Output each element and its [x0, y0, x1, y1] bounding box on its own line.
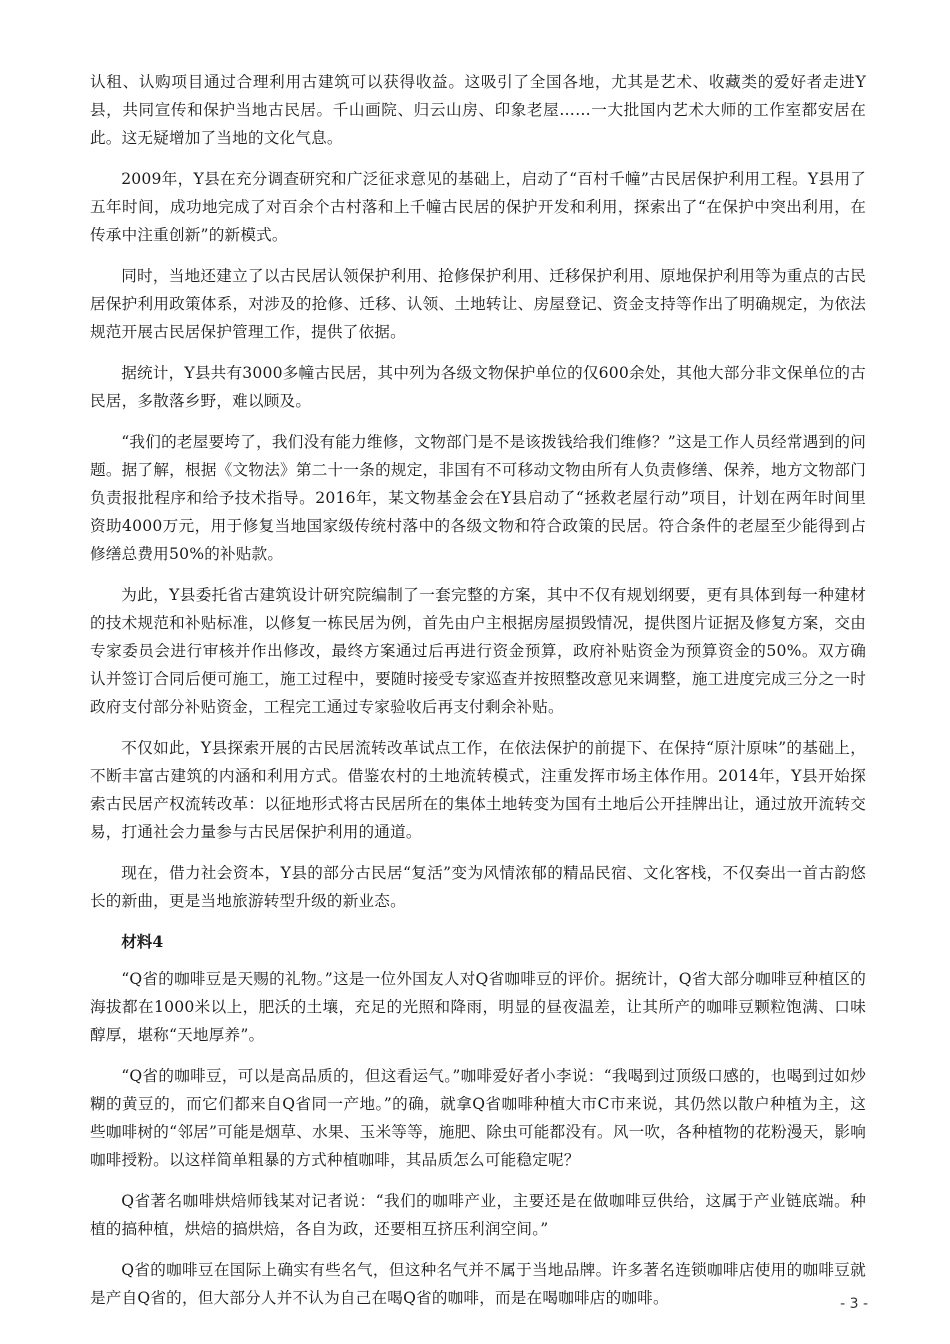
paragraph: Q省的咖啡豆在国际上确实有些名气，但这种名气并不属于当地品牌。许多著名连锁咖啡店使用的咖啡豆就是产自Q省的，但大部分人并不认为自己在喝Q省的咖啡，而是在喝咖啡店的咖啡。 [90, 1261, 866, 1307]
paragraph: 2009年，Y县在充分调查研究和广泛征求意见的基础上，启动了“百村千幢”古民居保护利用工程。Y县用了五年时间，成功地完成了对百余个古村落和上千幢古民居的保护开发和利用，探索出了“在保护中突出利用，在传承中注重创新”的新模式。 [90, 170, 866, 244]
document-page [90, 68, 866, 1325]
paragraph-continuation: 认租、认购项目通过合理利用古建筑可以获得收益。这吸引了全国各地，尤其是艺术、收藏类的爱好者走进Y县，共同宣传和保护当地古民居。千山画院、归云山房、印象老屋……一大批国内艺术大师的工作室都安居在此。这无疑增加了当地的文化气息。 [90, 73, 866, 147]
paragraph: “Q省的咖啡豆，可以是高品质的，但这看运气。”咖啡爱好者小李说：“我喝到过顶级口感的，也喝到过如炒糊的黄豆的，而它们都来自Q省同一产地。”的确，就拿Q省咖啡种植大市C市来说，其仍然以散户种植为主，这些咖啡树的“邻居”可能是烟草、水果、玉米等等，施肥、除虫可能都没有。风一吹，各种植物的花粉漫天，影响咖啡授粉。以这样简单粗暴的方式种植咖啡，其品质怎么可能稳定呢？ [90, 1067, 866, 1169]
paragraph: “我们的老屋要垮了，我们没有能力维修，文物部门是不是该拨钱给我们维修？”这是工作人员经常遇到的问题。据了解，根据《文物法》第二十一条的规定，非国有不可移动文物由所有人负责修缮、保养，地方文物部门负责报批程序和给予技术指导。2016年，某文物基金会在Y县启动了“拯救老屋行动”项目，计划在两年时间里资助4000万元，用于修复当地国家级传统村落中的各级文物和符合政策的民居。符合条件的老屋至少能得到占修缮总费用50%的补贴款。 [90, 433, 866, 563]
paragraph: 据统计，Y县共有3000多幢古民居，其中列为各级文物保护单位的仅600余处，其他大部分非文保单位的古民居，多散落乡野，难以顾及。 [90, 364, 866, 410]
paragraph: 同时，当地还建立了以古民居认领保护利用、抢修保护利用、迁移保护利用、原地保护利用等为重点的古民居保护利用政策体系，对涉及的抢修、迁移、认领、土地转让、房屋登记、资金支持等作出了明确规定，为依法规范开展古民居保护管理工作，提供了依据。 [90, 267, 866, 341]
section-title: 材料4 [121, 932, 164, 951]
paragraph: 不仅如此，Y县探索开展的古民居流转改革试点工作，在依法保护的前提下、在保持“原汁原味”的基础上，不断丰富古建筑的内涵和利用方式。借鉴农村的土地流转模式，注重发挥市场主体作用。2014年，Y县开始探索古民居产权流转改革：以征地形式将古民居所在的集体土地转变为国有土地后公开挂牌出让，通过放开流转交易，打通社会力量参与古民居保护利用的通道。 [90, 739, 866, 841]
paragraph: 现在，借力社会资本，Y县的部分古民居“复活”变为风情浓郁的精品民宿、文化客栈，不仅奏出一首古韵悠长的新曲，更是当地旅游转型升级的新业态。 [90, 864, 866, 910]
paragraph: “Q省的咖啡豆是天赐的礼物。”这是一位外国友人对Q省咖啡豆的评价。据统计，Q省大部分咖啡豆种植区的海拔都在1000米以上，肥沃的土壤，充足的光照和降雨，明显的昼夜温差，让其所产的咖啡豆颗粒饱满、口味醇厚，堪称“天地厚养”。 [90, 970, 866, 1044]
paragraph: 为此，Y县委托省古建筑设计研究院编制了一套完整的方案，其中不仅有规划纲要，更有具体到每一种建材的技术规范和补贴标准，以修复一栋民居为例，首先由户主根据房屋损毁情况，提供图片证据及修复方案，交由专家委员会进行审核并作出修改，最终方案通过后再进行资金预算，政府补贴资金为预算资金的50%。双方确认并签订合同后便可施工，施工过程中，要随时接受专家巡查并按照整改意见来调整，施工进度完成三分之一时政府支付部分补贴资金，工程完工通过专家验收后再支付剩余补贴。 [90, 586, 866, 716]
page-number: - 3 - [840, 1296, 868, 1312]
paragraph: Q省著名咖啡烘焙师钱某对记者说：“我们的咖啡产业，主要还是在做咖啡豆供给，这属于产业链底端。种植的搞种植，烘焙的搞烘焙，各自为政，还要相互挤压利润空间。” [90, 1192, 866, 1238]
